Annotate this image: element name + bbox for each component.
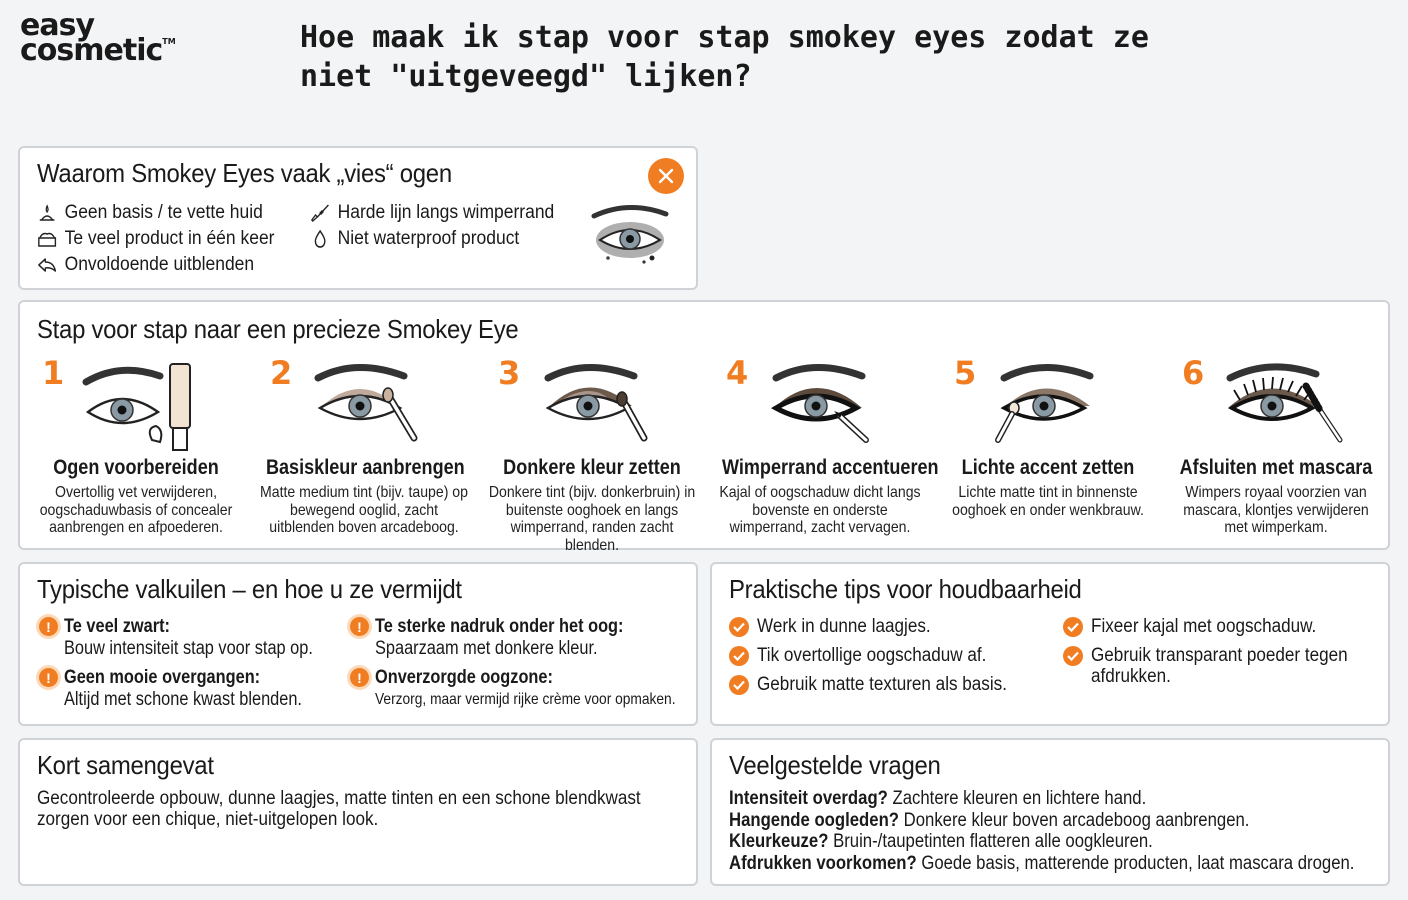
- eye-mascara-icon: [1220, 358, 1360, 454]
- eye-dark-color-icon: [536, 358, 676, 454]
- step-description: Lichte matte tint in binnenste ooghoek en onder wenkbrauw.: [952, 484, 1144, 519]
- step-description: Matte medium tint (bijv. taupe) op bewegend ooglid, zacht uitblenden boven arcadeboog.: [260, 484, 468, 536]
- why-item: [37, 200, 274, 226]
- why-list-right: [310, 200, 576, 252]
- step-title: Afsluiten met mascara: [1179, 456, 1373, 479]
- trademark: TM: [162, 36, 176, 46]
- tip-item: [729, 674, 1035, 695]
- eye-liner-icon: [764, 358, 904, 454]
- why-item: [37, 226, 274, 252]
- faq-card: [710, 738, 1390, 886]
- why-item: [37, 252, 274, 278]
- pitfall-item: [350, 616, 680, 660]
- step-5: [934, 352, 1162, 542]
- tip-item: [1063, 645, 1373, 687]
- water-drop-icon: [310, 229, 330, 249]
- tip-text: Werk in dunne laagjes.: [757, 616, 931, 637]
- tip-text: Tik overtollige oogschaduw af.: [757, 645, 987, 666]
- faq-question: Hangende oogleden?: [729, 809, 900, 831]
- step-2: [250, 352, 478, 542]
- faq-question: Afdrukken voorkomen?: [729, 852, 917, 874]
- faq-list: [729, 788, 1408, 874]
- tip-text: Gebruik transparant poeder tegen afdrukken.: [1091, 645, 1348, 687]
- eye-highlight-icon: [992, 358, 1132, 454]
- why-item-label: Geen basis / te vette huid: [64, 202, 263, 223]
- step-description: Donkere tint (bijv. donkerbruin) in buitenste ooghoek en langs wimperrand, randen zacht blenden.: [488, 484, 696, 554]
- step-description: Overtollig vet verwijderen, oogschaduwbasis of concealer aanbrengen en afpoederen.: [39, 484, 233, 536]
- faq-answer: Goede basis, matterende producten, laat mascara drogen.: [916, 852, 1355, 874]
- step-number: 1: [42, 354, 65, 392]
- check-icon: [729, 646, 749, 666]
- why-item-label: Harde lijn langs wimperrand: [337, 202, 555, 223]
- pitfall-title: Geen mooie overgangen:: [64, 667, 261, 688]
- step-1: [22, 352, 250, 542]
- faq-item: [729, 788, 1354, 810]
- smudged-eye-icon: [590, 200, 670, 270]
- warning-icon: !: [39, 617, 58, 636]
- pitfall-description: Bouw intensiteit stap voor stap op.: [64, 638, 313, 659]
- pitfall-item: [39, 616, 369, 660]
- warning-icon: !: [350, 617, 369, 636]
- step-number: 3: [498, 354, 521, 392]
- tips-card: [710, 562, 1390, 726]
- why-item-label: Niet waterproof product: [337, 228, 520, 249]
- brush-icon: [310, 203, 330, 223]
- summary-card: [18, 738, 698, 886]
- step-number: 2: [270, 354, 293, 392]
- steps-title: Stap voor stap naar een precieze Smokey Eye: [37, 314, 519, 344]
- jar-icon: [37, 229, 57, 249]
- step-4: [706, 352, 939, 542]
- step-number: 6: [1182, 354, 1205, 392]
- check-icon: [729, 617, 749, 637]
- pitfall-item: [350, 667, 680, 711]
- why-item: [310, 200, 554, 226]
- why-list-left: [37, 200, 295, 278]
- step-title: Wimperrand accentueren: [721, 456, 939, 479]
- faq-question: Intensiteit overdag?: [729, 788, 888, 809]
- tips-title: Praktische tips voor houdbaarheid: [729, 574, 1082, 604]
- eye-base-color-icon: [308, 358, 448, 454]
- skin-droplet-icon: [37, 203, 57, 223]
- pitfall-description: Altijd met schone kwast blenden.: [64, 689, 302, 710]
- step-3: [478, 352, 706, 554]
- pitfall-title: Onverzorgde oogzone:: [375, 667, 553, 688]
- step-6: [1162, 352, 1390, 542]
- pitfall-description: Spaarzaam met donkere kleur.: [375, 638, 598, 659]
- why-item-label: Onvoldoende uitblenden: [64, 254, 255, 275]
- why-card: [18, 146, 698, 290]
- step-title: Lichte accent zetten: [961, 456, 1135, 479]
- tip-item: [1063, 616, 1341, 637]
- check-icon: [729, 675, 749, 695]
- warning-icon: !: [350, 668, 369, 687]
- logo-line-2: cosmetic™: [20, 32, 176, 68]
- tip-item: [729, 616, 950, 637]
- faq-answer: Zachtere kleuren en lichtere hand.: [887, 788, 1147, 809]
- warning-icon: !: [39, 668, 58, 687]
- pitfall-title: Te veel zwart:: [64, 616, 170, 637]
- page-title: Hoe maak ik stap voor stap smokey eyes zodat ze niet "uitgeveegd" lijken?: [300, 20, 1149, 94]
- step-description: Wimpers royaal voorzien van mascara, klontjes verwijderen met wimperkam.: [1183, 484, 1369, 536]
- logo-line-1: easy: [20, 8, 95, 43]
- faq-title: Veelgestelde vragen: [729, 750, 941, 780]
- step-title: Ogen voorbereiden: [53, 456, 219, 479]
- faq-question: Kleurkeuze?: [729, 831, 829, 852]
- pitfalls-card: [18, 562, 698, 726]
- why-title: Waarom Smokey Eyes vaak „vies“ ogen: [37, 158, 452, 188]
- pitfall-title: Te sterke nadruk onder het oog:: [375, 616, 624, 637]
- why-item-label: Te veel product in één keer: [64, 228, 275, 249]
- close-icon: [648, 158, 684, 194]
- tip-text: Fixeer kajal met oogschaduw.: [1091, 616, 1317, 637]
- step-description: Kajal of oogschaduw dicht langs bovenste en onderste wimperrand, zacht vervagen.: [719, 484, 921, 536]
- tip-item: [729, 645, 1012, 666]
- eye-concealer-icon: [80, 358, 220, 454]
- undo-arrow-icon: [37, 255, 57, 275]
- brand-logo: [20, 8, 190, 68]
- tip-text: Gebruik matte texturen als basis.: [757, 674, 1007, 695]
- check-icon: [1063, 617, 1083, 637]
- summary-text: Gecontroleerde opbouw, dunne laagjes, matte tinten en een schone blendkwast zorgen voor een chique, niet-uitgelopen look.: [37, 788, 641, 830]
- faq-item: [729, 853, 1354, 875]
- pitfalls-title: Typische valkuilen – en hoe u ze vermijdt: [37, 574, 462, 604]
- faq-item: [729, 831, 1354, 853]
- pitfall-item: [39, 667, 369, 711]
- check-icon: [1063, 646, 1083, 666]
- steps-card: [18, 300, 1390, 554]
- faq-answer: Bruin-/taupetinten flatteren alle oogkleuren.: [828, 831, 1153, 852]
- pitfall-description: Verzorg, maar vermijd rijke crème voor opmaken.: [375, 691, 676, 708]
- step-title: Donkere kleur zetten: [503, 456, 681, 479]
- summary-title: Kort samengevat: [37, 750, 214, 780]
- step-title: Basiskleur aanbrengen: [265, 456, 465, 479]
- faq-answer: Donkere kleur boven arcadeboog aanbrengen.: [899, 809, 1250, 831]
- step-number: 4: [726, 354, 749, 392]
- why-item: [310, 226, 554, 252]
- step-number: 5: [954, 354, 977, 392]
- faq-item: [729, 810, 1354, 832]
